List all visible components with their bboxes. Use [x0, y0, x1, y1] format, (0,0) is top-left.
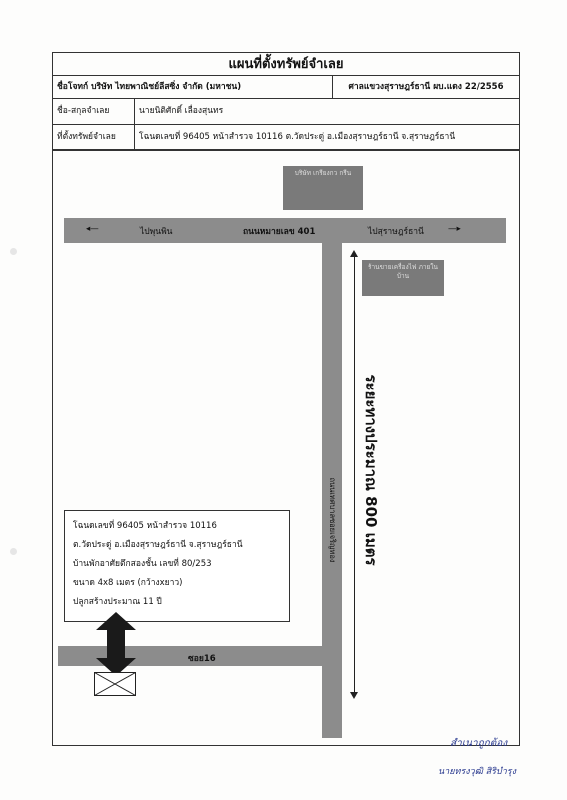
defendant-name: นายนิติศักดิ์ เลื่องสุนทร: [139, 106, 224, 116]
soi-label: ซอย16: [188, 654, 216, 664]
signer-name: นายทรงวุฒิ สิริบำรุง: [438, 767, 517, 777]
plaintiff-row: [52, 76, 520, 99]
arrow-up-icon: [350, 250, 358, 257]
info-line-4: ขนาด 4x8 เมตร (กว้างxยาว): [73, 578, 183, 588]
info-line-3: บ้านพักอาศัยตึกสองชั้น เลขที่ 80/253: [73, 559, 212, 569]
info-line-2: ต.วัดประดู่ อ.เมืองสุราษฎร์ธานี จ.สุราษฎร์ธานี: [73, 540, 243, 550]
distance-label: ระยะทางประมาณ 800 เมตร: [362, 374, 380, 566]
arrow-left-icon: ◂—: [86, 224, 99, 234]
defendant-label: ชื่อ-สกุลจำเลย: [53, 99, 135, 124]
punch-hole: [10, 548, 17, 555]
defendant-row: [52, 99, 520, 125]
info-line-1: โฉนดเลขที่ 96405 หน้าสำรวจ 10116: [73, 521, 217, 531]
property-info-box: [64, 510, 290, 622]
certified-copy-signature: สำเนาถูกต้อง: [450, 738, 508, 749]
document-title: แผนที่ตั้งทรัพย์จำเลย: [52, 52, 520, 76]
plaintiff-name: ชื่อโจทก์ บริษัท ไทยพาณิชย์ลีสซิ่ง จำกัด (มหาชน): [53, 76, 333, 98]
location-value: โฉนดเลขที่ 96405 หน้าสำรวจ 10116 ต.วัดประดู่ อ.เมืองสุราษฎร์ธานี จ.สุราษฎร์ธานี: [139, 132, 456, 142]
side-road-label: ถนนเทศบาลซอยเจริญทอง: [328, 477, 337, 563]
distance-line: [354, 254, 355, 694]
property-marker-icon: [94, 672, 136, 696]
punch-hole: [10, 248, 17, 255]
company-building: บริษัท เกรียงกว กรีน: [283, 166, 363, 210]
arrow-right-icon: —▸: [448, 224, 461, 234]
arrow-down-icon: [350, 692, 358, 699]
double-arrow-icon: [94, 612, 138, 676]
highway-label: ถนนหมายเลข 401: [243, 227, 316, 237]
to-right-label: ไปสุราษฎร์ธานี: [368, 227, 424, 237]
court-case: ศาลแขวงสุราษฎร์ธานี ผบ.แดง 22/2556: [348, 82, 504, 92]
location-row: [52, 125, 520, 150]
shop-building: ร้านขายเครื่องไฟ ภายในบ้าน: [362, 260, 444, 296]
info-line-5: ปลูกสร้างประมาณ 11 ปี: [73, 597, 162, 607]
to-left-label: ไปพุนพิน: [140, 227, 173, 237]
location-label: ที่ตั้งทรัพย์จำเลย: [53, 125, 135, 149]
